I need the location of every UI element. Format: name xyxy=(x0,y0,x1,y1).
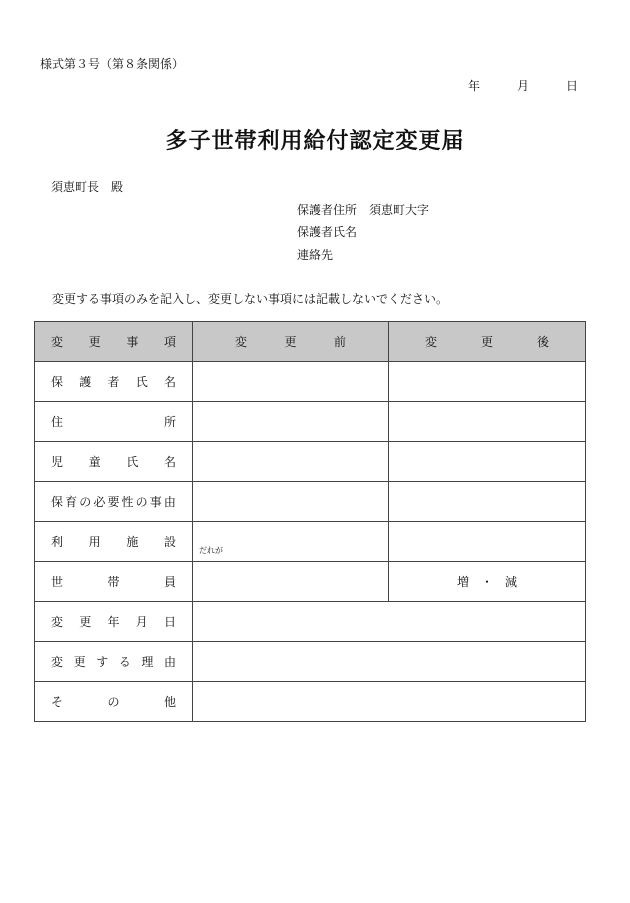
header-char: 変 xyxy=(425,335,438,349)
row-label-facility xyxy=(35,522,193,562)
form-number: 様式第３号（第８条関係） xyxy=(40,57,185,71)
facility-after-field[interactable] xyxy=(389,522,586,562)
label-char: る xyxy=(118,655,131,669)
applicant-name-label: 保護者氏名 xyxy=(297,225,358,239)
who-note: だれが xyxy=(199,546,223,555)
addressee: 須恵町長 殿 xyxy=(51,180,124,194)
row-label-address xyxy=(35,402,193,442)
label-char: 要 xyxy=(107,495,120,509)
label-char: 氏 xyxy=(126,455,139,469)
label-char: の xyxy=(107,695,120,709)
row-label-household-members xyxy=(35,562,193,602)
label-char: 更 xyxy=(79,615,92,629)
table-row xyxy=(35,602,586,642)
label-char: 保 xyxy=(51,375,64,389)
document-title: 多子世帯利用給付認定変更届 xyxy=(165,128,465,154)
table-row xyxy=(35,442,586,482)
date-month-label: 月 xyxy=(517,79,530,93)
child-name-before-field[interactable] xyxy=(193,442,389,482)
label-char: 児 xyxy=(51,455,64,469)
label-char: 他 xyxy=(163,695,176,709)
label-char: の xyxy=(79,495,92,509)
label-char: 利 xyxy=(51,535,64,549)
label-char: 理 xyxy=(141,655,154,669)
label-char: 変 xyxy=(51,655,64,669)
row-label-child-name xyxy=(35,442,193,482)
applicant-address-label: 保護者住所 須恵町大字 xyxy=(297,203,430,217)
header-after xyxy=(389,322,586,362)
header-char: 更 xyxy=(88,335,101,349)
table-row xyxy=(35,522,586,562)
table-header-row xyxy=(35,322,586,362)
header-char: 項 xyxy=(163,335,176,349)
label-char: 変 xyxy=(51,615,64,629)
other-field[interactable] xyxy=(193,682,586,722)
label-char: 用 xyxy=(88,535,101,549)
table-row xyxy=(35,482,586,522)
label-char: 名 xyxy=(163,375,176,389)
label-char: 必 xyxy=(93,495,106,509)
instruction-note: 変更する事項のみを記入し、変更しない事項には記載しないでください。 xyxy=(52,292,449,306)
row-label-change-reason xyxy=(35,642,193,682)
label-char: 更 xyxy=(73,655,86,669)
date-day-label: 日 xyxy=(566,79,579,93)
household-increase-decrease[interactable] xyxy=(389,562,586,602)
label-char: 月 xyxy=(135,615,148,629)
table-row xyxy=(35,642,586,682)
label-char: 性 xyxy=(121,495,134,509)
header-char: 前 xyxy=(333,335,346,349)
label-char: 護 xyxy=(79,375,92,389)
header-char: 変 xyxy=(51,335,64,349)
label-char: 由 xyxy=(163,655,176,669)
change-reason-field[interactable] xyxy=(193,642,586,682)
row-label-change-date xyxy=(35,602,193,642)
childcare-reason-before-field[interactable] xyxy=(193,482,389,522)
table-row xyxy=(35,402,586,442)
label-char: 由 xyxy=(163,495,176,509)
child-name-after-field[interactable] xyxy=(389,442,586,482)
label-char: 所 xyxy=(163,415,176,429)
label-char: 氏 xyxy=(135,375,148,389)
label-char: 設 xyxy=(163,535,176,549)
applicant-contact-label: 連絡先 xyxy=(297,248,334,262)
label-char: 住 xyxy=(51,415,64,429)
label-char: の xyxy=(135,495,148,509)
header-change-item xyxy=(35,322,193,362)
increase-decrease-text: 増 ・ 減 xyxy=(456,575,517,589)
guardian-name-before-field[interactable] xyxy=(193,362,389,402)
label-char: 世 xyxy=(51,575,64,589)
change-date-field[interactable] xyxy=(193,602,586,642)
header-char: 事 xyxy=(126,335,139,349)
address-after-field[interactable] xyxy=(389,402,586,442)
table-row xyxy=(35,682,586,722)
label-char: 育 xyxy=(65,495,78,509)
change-table xyxy=(34,321,586,722)
label-char: 事 xyxy=(149,495,162,509)
label-char: 保 xyxy=(51,495,64,509)
label-char: 童 xyxy=(88,455,101,469)
label-char: そ xyxy=(51,695,64,709)
label-char: 帯 xyxy=(107,575,120,589)
header-char: 更 xyxy=(480,335,493,349)
header-before xyxy=(193,322,389,362)
label-char: 名 xyxy=(163,455,176,469)
table-row xyxy=(35,562,586,602)
label-char: 施 xyxy=(126,535,139,549)
label-char: 日 xyxy=(163,615,176,629)
header-char: 変 xyxy=(235,335,248,349)
header-char: 後 xyxy=(536,335,549,349)
label-char: す xyxy=(96,655,109,669)
row-label-childcare-reason xyxy=(35,482,193,522)
address-before-field[interactable] xyxy=(193,402,389,442)
label-char: 年 xyxy=(107,615,120,629)
label-char: 員 xyxy=(163,575,176,589)
header-char: 更 xyxy=(284,335,297,349)
row-label-guardian-name xyxy=(35,362,193,402)
row-label-other xyxy=(35,682,193,722)
household-members-before-field[interactable] xyxy=(193,546,389,602)
guardian-name-after-field[interactable] xyxy=(389,362,586,402)
table-row xyxy=(35,362,586,402)
label-char: 者 xyxy=(107,375,120,389)
childcare-reason-after-field[interactable] xyxy=(389,482,586,522)
date-year-label: 年 xyxy=(468,79,481,93)
